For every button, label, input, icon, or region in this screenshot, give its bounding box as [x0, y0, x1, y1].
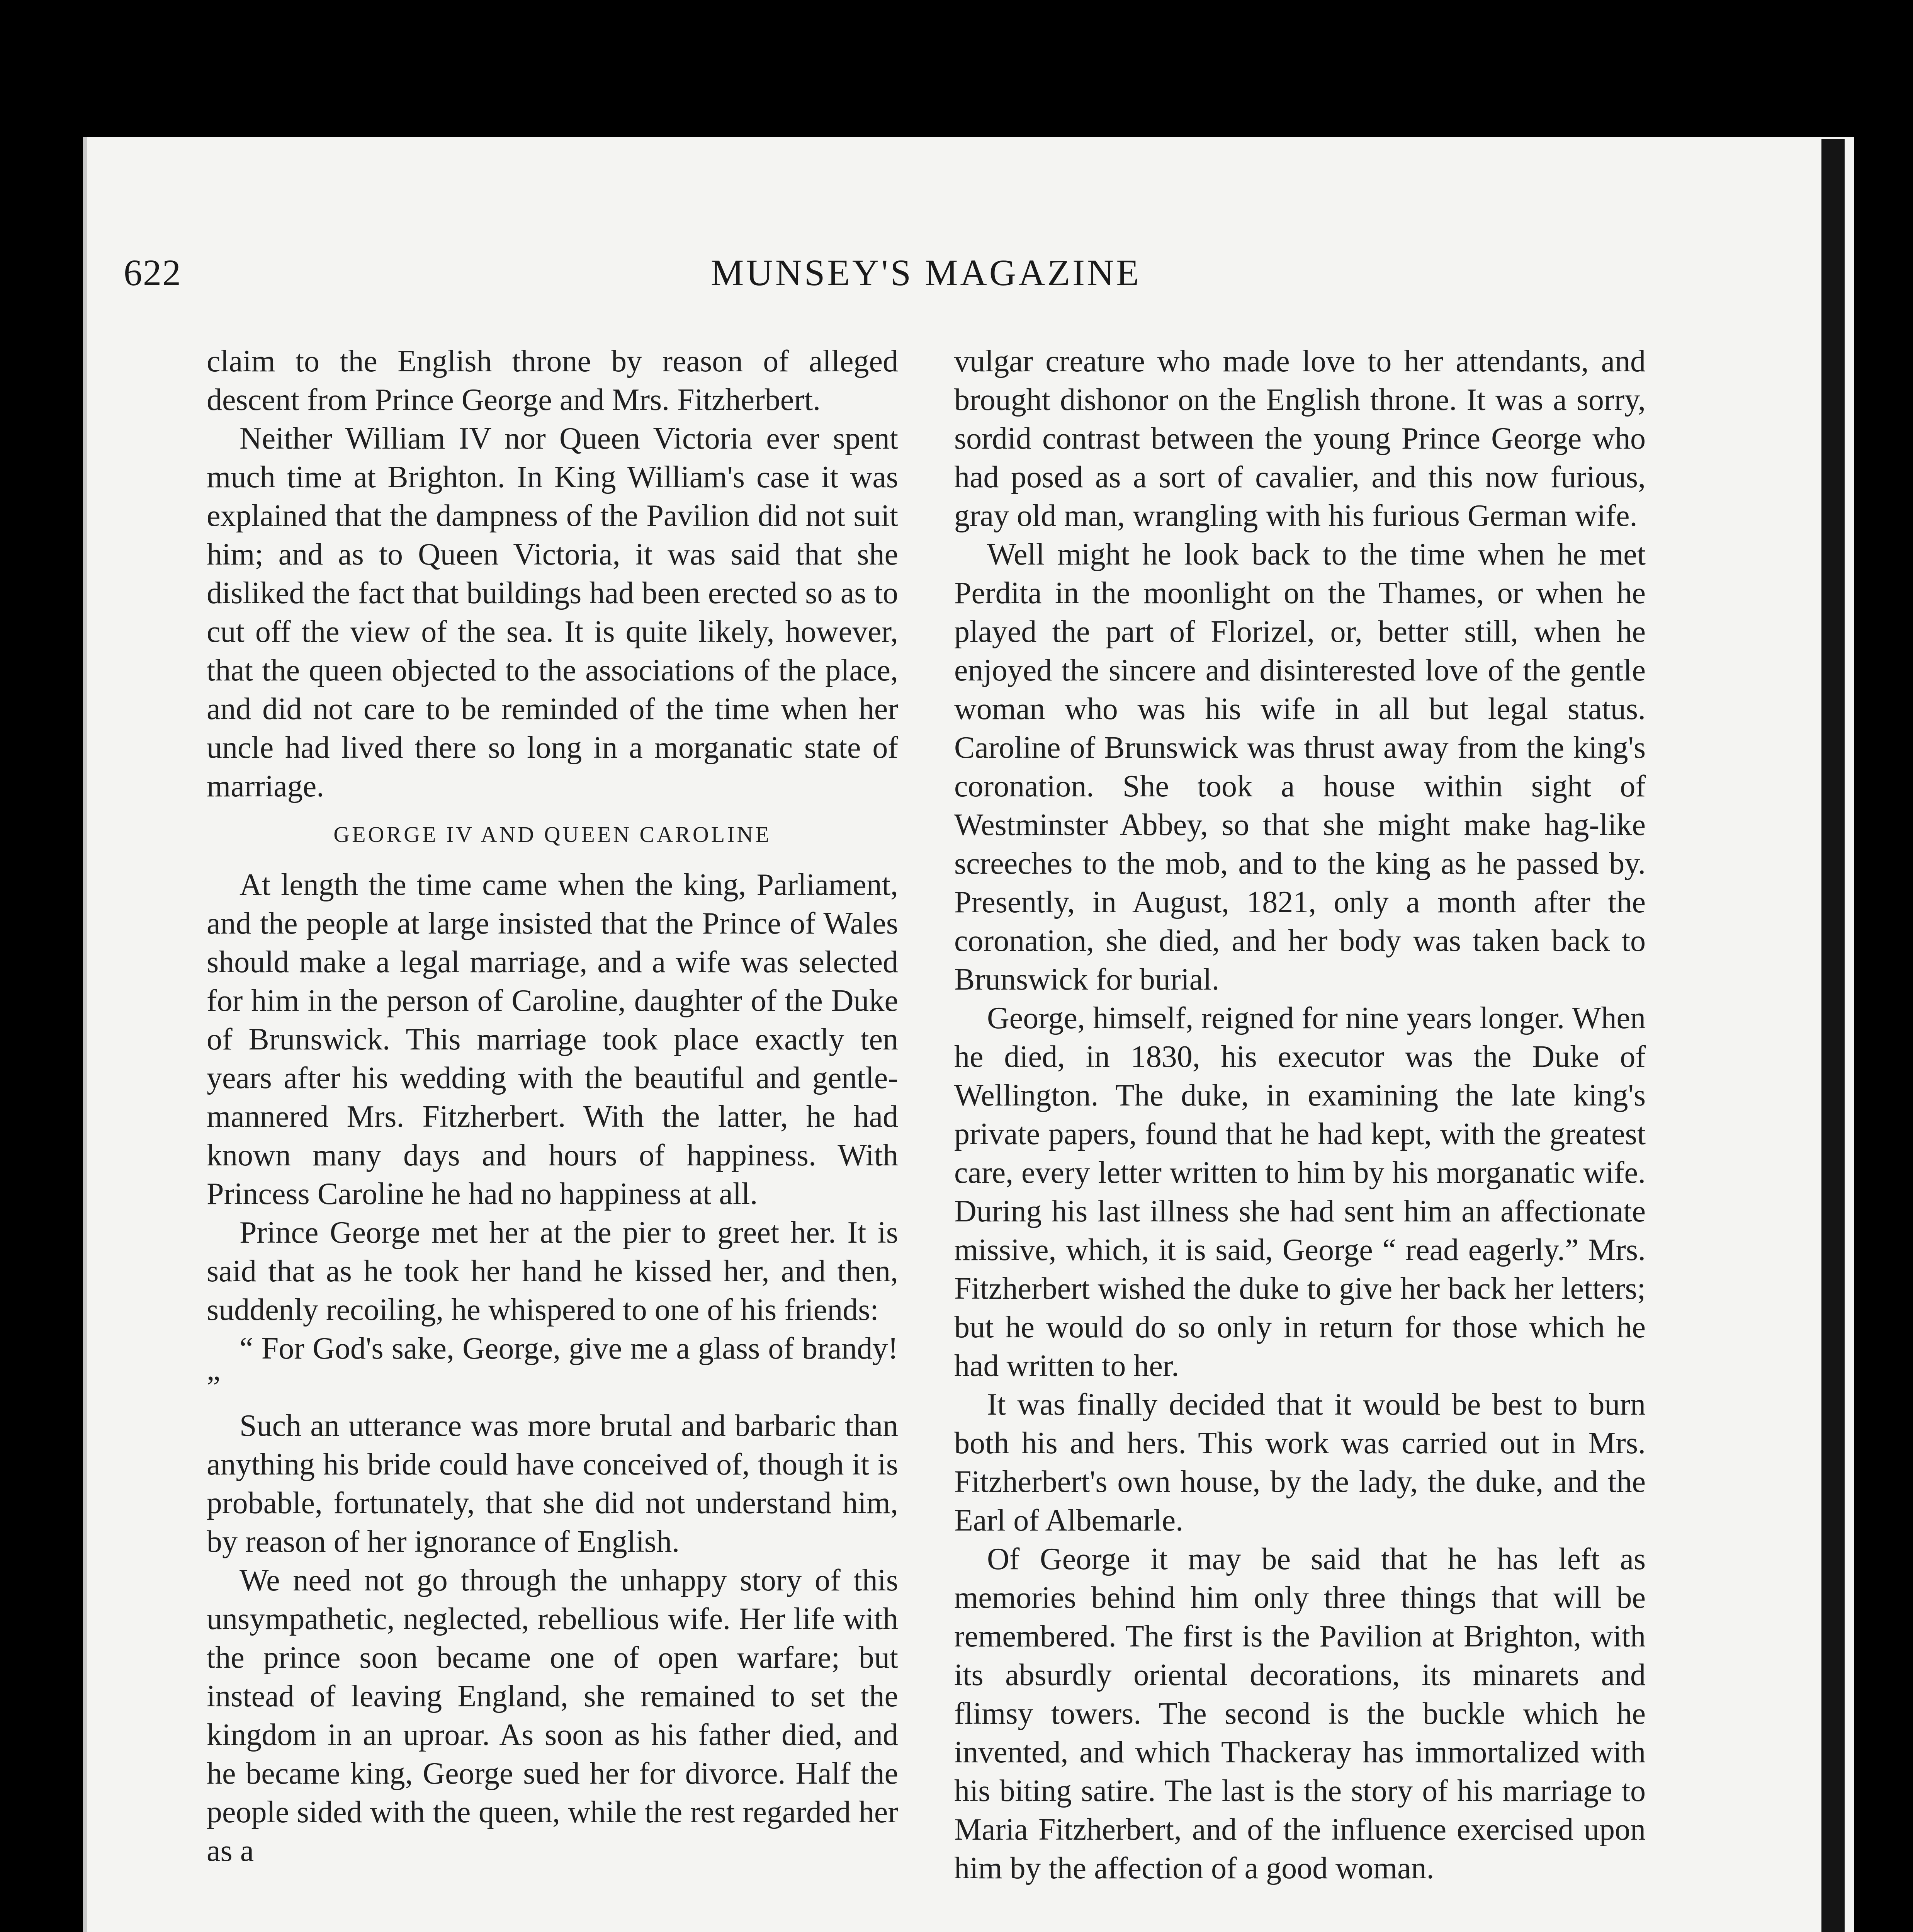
- paragraph: George, himself, reigned for nine years longer. When he died, in 1830, his executor was the Duke of Wellington. The duke, in examining the late king's private papers, found that he had kept, with the greatest care, every letter written to him by his morganatic wife. During his last illness she had sent him an affectionate missive, which, it is said, George “ read eagerly.” Mrs. Fitzherbert wished the duke to give her back her letters; but he would do so only in return for those which he had written to her.: [954, 1001, 1646, 1383]
- paragraph: Such an utterance was more brutal and barbaric than anything his bride could have conceived of, though it is probable, fortunately, that she did not understand him, by reason of her ignorance of English.: [207, 1409, 898, 1559]
- paragraph: claim to the English throne by reason of alleged descent from Prince George and Mrs. Fitzherbert.: [207, 344, 898, 417]
- right-column: [954, 342, 1646, 1888]
- section-heading: GEORGE IV AND QUEEN CAROLINE: [333, 822, 771, 847]
- left-column: [207, 342, 898, 1870]
- paragraph: At length the time came when the king, Parliament, and the people at large insisted that the Prince of Wales should make a legal marriage, and a wife was selected for him in the person of Caroline, daughter of the Duke of Brunswick. This marriage took place exactly ten years after his wedding with the beautiful and gentle-mannered Mrs. Fitzherbert. With the latter, he had known many days and hours of happiness. With Princess Caroline he had no happiness at all.: [207, 868, 898, 1211]
- paragraph: It was finally decided that it would be best to burn both his and hers. This work was carried out in Mrs. Fitzherbert's own house, by the lady, the duke, and the Earl of Albemarle.: [954, 1388, 1646, 1537]
- paragraph: We need not go through the unhappy story of this unsympathetic, neglected, rebellious wife. Her life with the prince soon became one of open warfare; but instead of leaving England, she remained to set the kingdom in an uproar. As soon as his father died, and he became king, George sued her for divorce. Half the people sided with the queen, while the rest regarded her as a: [207, 1563, 898, 1868]
- paragraph: “ For God's sake, George, give me a glass of brandy! ”: [207, 1332, 898, 1404]
- page-number: 622: [124, 252, 182, 293]
- paragraph: Well might he look back to the time when he met Perdita in the moonlight on the Thames, or when he played the part of Florizel, or, better still, when he enjoyed the sincere and disinterested love of the gentle woman who was his wife in all but legal status. Caroline of Brunswick was thrust away from the king's coronation. She took a house within sight of Westminster Abbey, so that she might make hag-like screeches to the mob, and to the king as he passed by. Presently, in August, 1821, only a month after the coronation, she died, and her body was taken back to Brunswick for burial.: [954, 537, 1646, 997]
- paragraph: vulgar creature who made love to her attendants, and brought dishonor on the English throne. It was a sorry, sordid contrast between the young Prince George who had posed as a sort of cavalier, and this now furious, gray old man, wrangling with his furious German wife.: [954, 344, 1646, 533]
- paragraph: Of George it may be said that he has left as memories behind him only three things that will be remembered. The first is the Pavilion at Brighton, with its absurdly oriental decorations, its minarets and flimsy towers. The second is the buckle which he invented, and which Thackeray has immortalized with his biting satire. The last is the story of his marriage to Maria Fitzherbert, and of the influence exercised upon him by the affection of a good woman.: [954, 1542, 1646, 1885]
- paragraph: Prince George met her at the pier to greet her. It is said that as he took her hand he kissed her, and then, suddenly recoiling, he whispered to one of his friends:: [207, 1216, 898, 1327]
- page-gutter-shadow: [1821, 139, 1845, 1932]
- running-header: MUNSEY'S MAGAZINE: [711, 252, 1141, 293]
- paragraph: Neither William IV nor Queen Victoria ever spent much time at Brighton. In King William's case it was explained that the dampness of the Pavilion did not suit him; and as to Queen Victoria, it was said that she disliked the fact that buildings had been erected so as to cut off the view of the sea. It is quite likely, however, that the queen objected to the associations of the place, and did not care to be reminded of the time when her uncle had lived there so long in a morganatic state of marriage.: [207, 422, 898, 803]
